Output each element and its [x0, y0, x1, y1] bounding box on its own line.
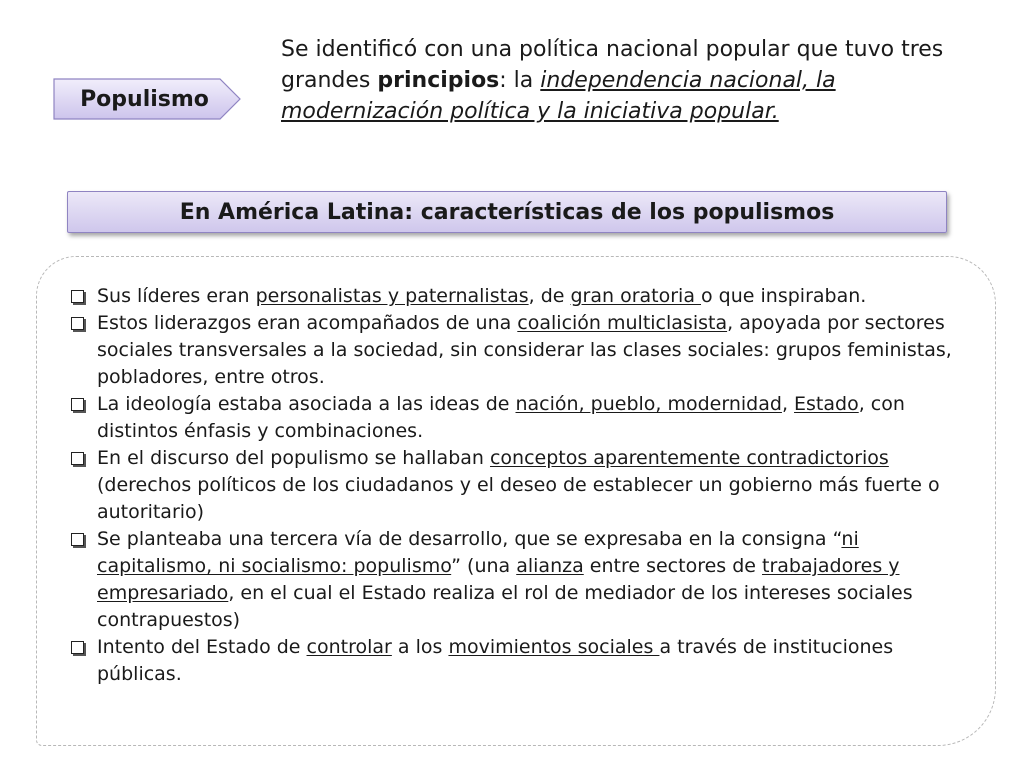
checkbox-bullet-icon: [71, 317, 84, 330]
underlined-term: movimientos sociales: [448, 636, 660, 658]
underlined-term: controlar: [306, 636, 392, 658]
underlined-term: ni capitalismo, ni socialismo: populismo: [97, 528, 859, 577]
populismo-tag: [52, 77, 242, 121]
intro-principios: principios: [377, 68, 500, 93]
underlined-term: nación, pueblo, modernidad: [515, 393, 782, 415]
list-item: Estos liderazgos eran acompañados de una coalición multiclasista, apoyada por sectores sociales transversales a la sociedad, sin considerar las clases sociales: grupos feministas, pobladores, entre otros.: [69, 310, 969, 391]
list-item: La ideología estaba asociada a las ideas de nación, pueblo, modernidad, Estado, con distintos énfasis y combinaciones.: [69, 391, 969, 445]
characteristics-list: [69, 283, 969, 688]
checkbox-bullet-icon: [71, 290, 84, 303]
list-item: Sus líderes eran personalistas y paternalistas, de gran oratoria o que inspiraban.: [69, 283, 969, 310]
underlined-term: coalición multiclasista: [517, 312, 728, 334]
checkbox-bullet-icon: [71, 452, 84, 465]
underlined-term: alianza: [516, 555, 584, 577]
underlined-term: personalistas y paternalistas: [255, 285, 529, 307]
checkbox-bullet-icon: [71, 641, 84, 654]
list-item: Intento del Estado de controlar a los movimientos sociales a través de instituciones públicas.: [69, 634, 969, 688]
checkbox-bullet-icon: [71, 533, 84, 546]
underlined-term: gran oratoria: [570, 285, 702, 307]
list-item: En el discurso del populismo se hallaban conceptos aparentemente contradictorios (derechos políticos de los ciudadanos y el deseo de establecer un gobierno más fuerte o autoritario): [69, 445, 969, 526]
checkbox-bullet-icon: [71, 398, 84, 411]
intro-paragraph: [281, 34, 981, 127]
underlined-term: trabajadores y empresariado: [97, 555, 900, 604]
underlined-term: conceptos aparentemente contradictorios: [489, 447, 889, 469]
intro-text-3: : la: [499, 68, 541, 93]
underlined-term: Estado: [794, 393, 859, 415]
section-banner: [67, 191, 947, 233]
intro-principles-list: independencia nacional, la modernización política y la iniciativa popular.: [281, 68, 836, 124]
intro-text-1: Se identificó con una política nacional popular que tuvo tres grandes: [281, 37, 944, 93]
list-item: Se planteaba una tercera vía de desarrollo, que se expresaba en la consigna “ni capitalismo, ni socialismo: populismo” (una alianza entre sectores de trabajadores y empresariado, en el cual el Estado realiza el rol de mediador de los intereses sociales contrapuestos): [69, 526, 969, 634]
tag-label: Populismo: [80, 86, 209, 112]
banner-title: En América Latina: características de los populismos: [179, 199, 835, 225]
